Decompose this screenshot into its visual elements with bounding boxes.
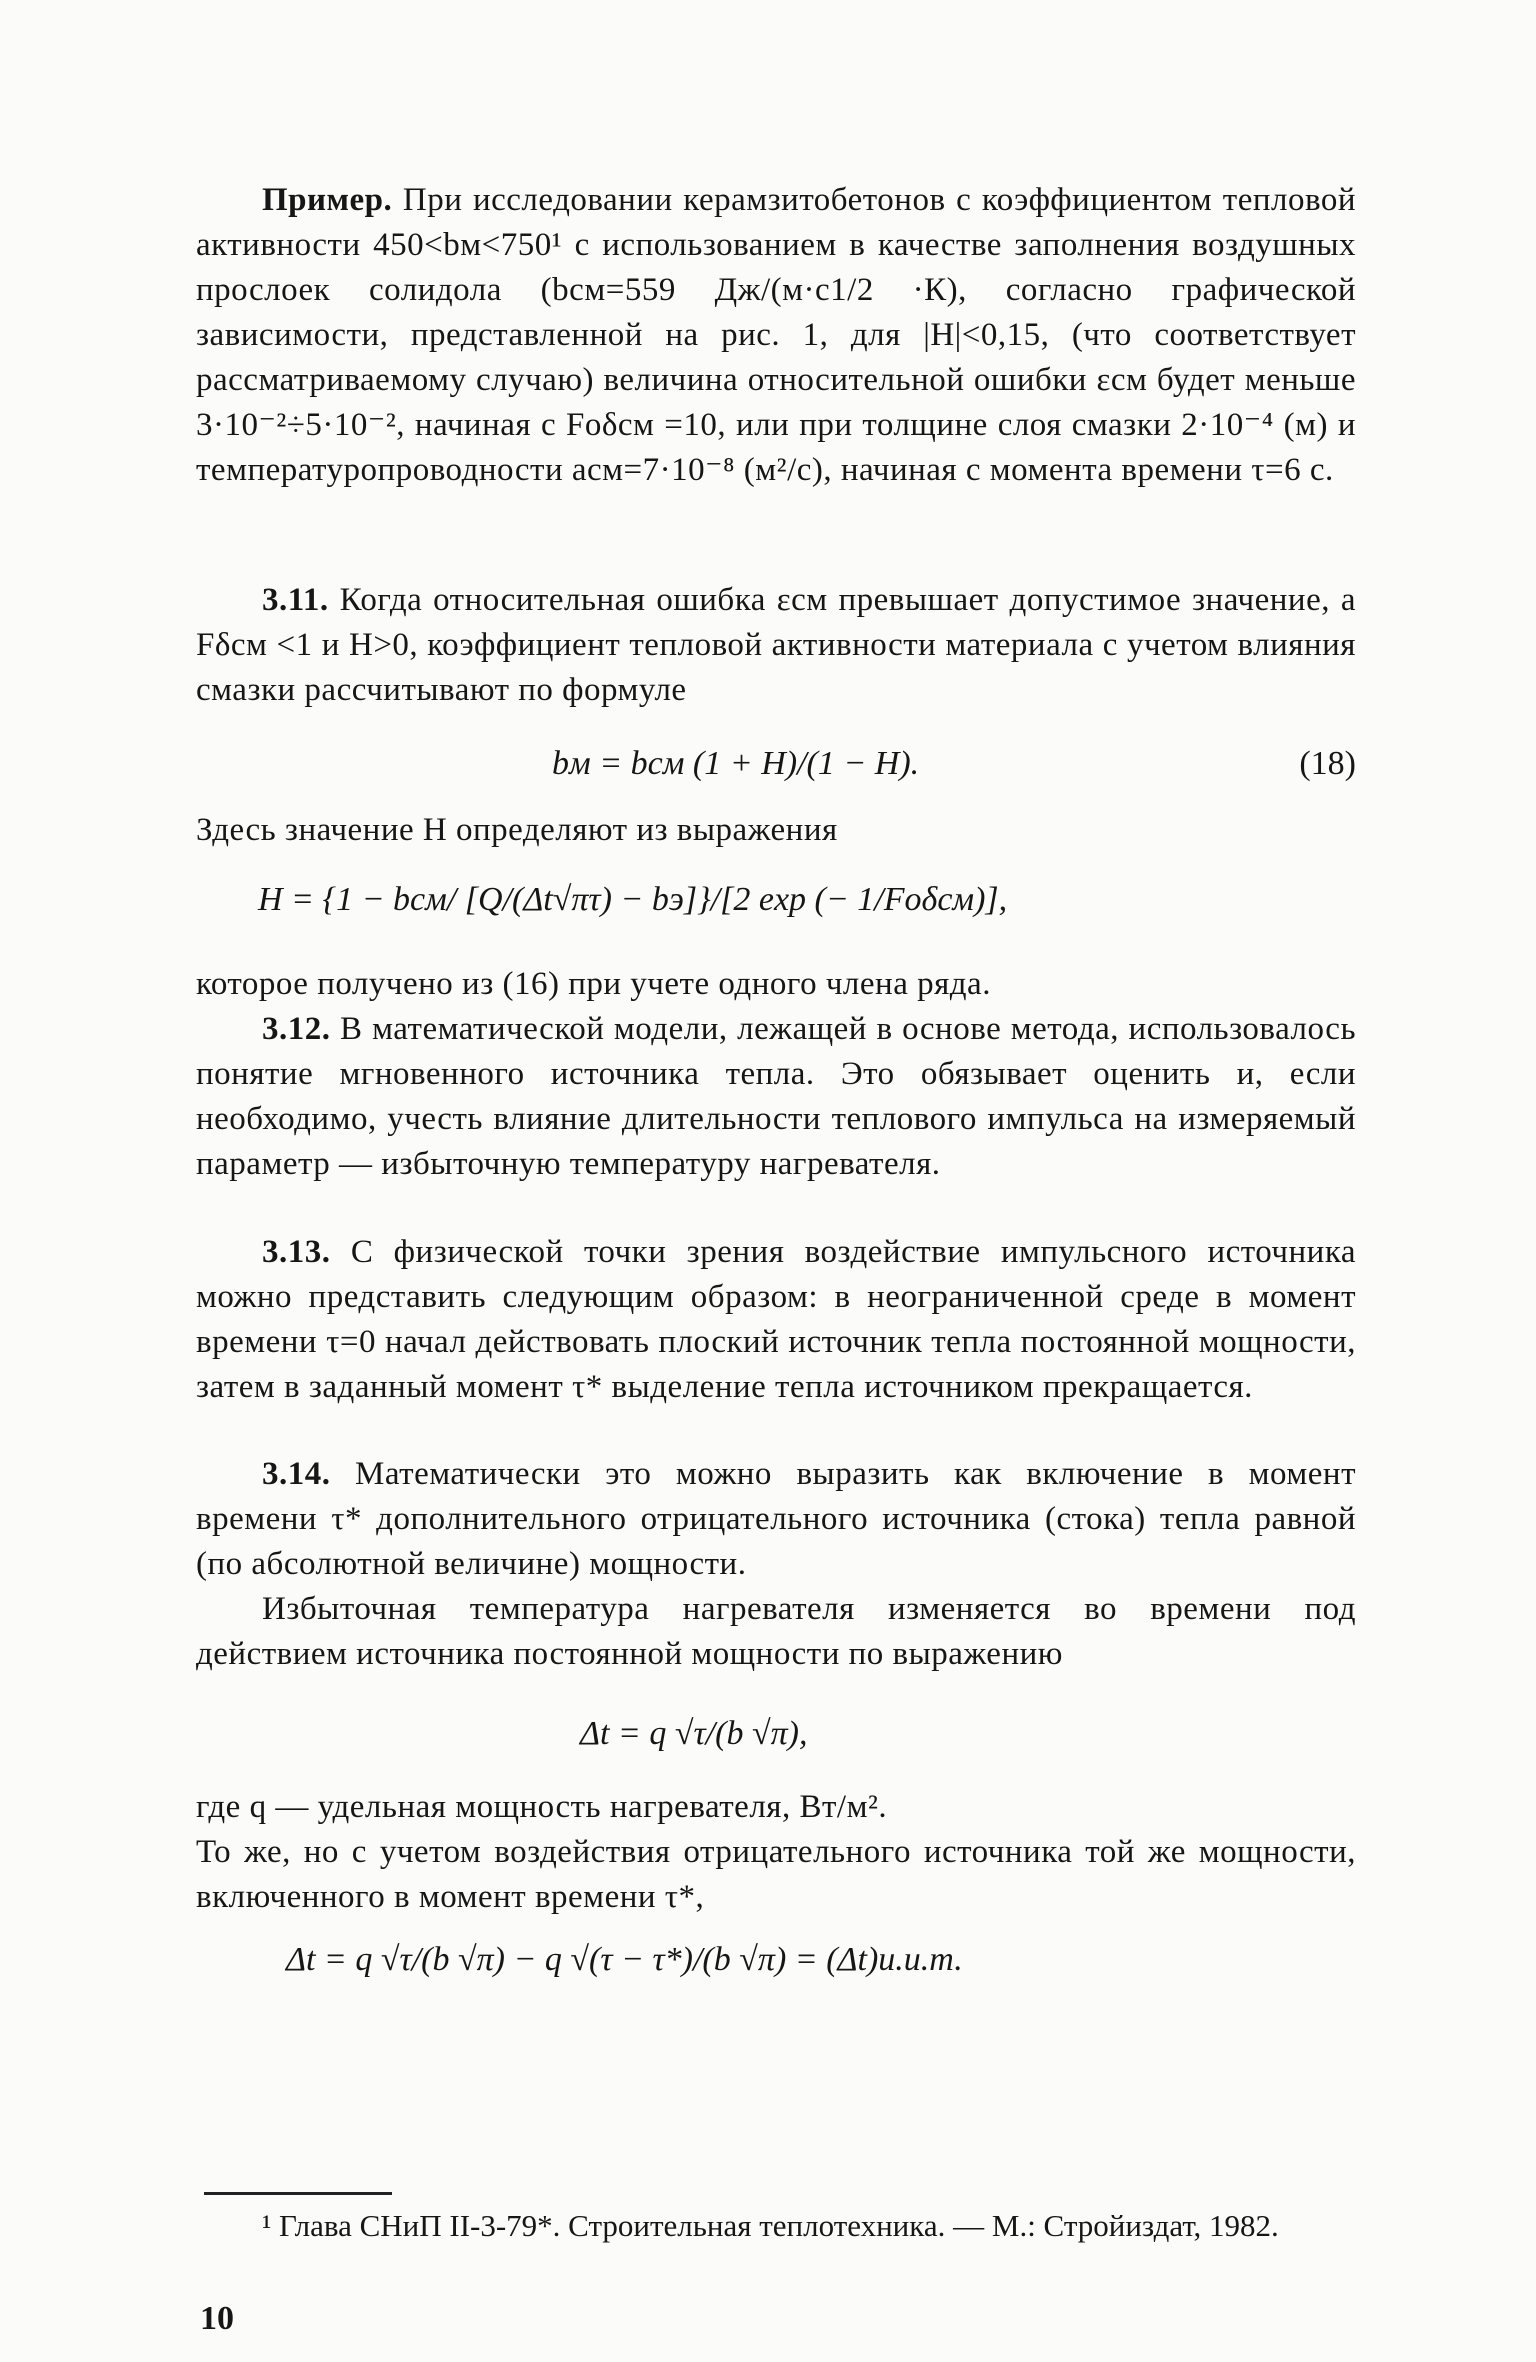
formula-H: H = {1 − bсм/ [Q/(Δt√πτ) − bэ]}/[2 exp (− 1/Foδсм)], [258, 881, 1008, 918]
obtained-text: которое получено из (16) при учете одного члена ряда. [196, 966, 991, 1002]
paragraph-3-13-label: 3.13. [262, 1234, 331, 1270]
example-label: Пример. [262, 182, 393, 218]
formula-delta-t-full: Δt = q √τ/(b √π) − q √(τ − τ*)/(b √π) = (Δt)и.и.т. [286, 1941, 963, 1978]
example-paragraph [196, 178, 1356, 493]
equation-number-18: (18) [1299, 745, 1356, 782]
paragraph-3-14-text: Математически это можно выразить как включение в момент времени τ* дополнительного отрицательного источника (стока) тепла равной (по абсолютной величине) мощности. [196, 1456, 1357, 1582]
where-q-text: где q — удельная мощность нагревателя, Вт/м². [196, 1789, 888, 1825]
paragraph-3-11-text: Когда относительная ошибка εсм превышает допустимое значение, а Fδсм <1 и H>0, коэффициент тепловой активности материала с учетом влияния смазки рассчитывают по формуле [196, 582, 1357, 708]
page-number: 10 [200, 2300, 234, 2337]
same-text: То же, но с учетом воздействия отрицательного источника той же мощности, включенного в момент времени τ*, [196, 1834, 1356, 1915]
example-text: При исследовании керамзитобетонов с коэффициентом тепловой активности 450<bм<750¹ с использованием в качестве заполнения воздушных прослоек солидола (bсм=559 Дж/(м·с1/2 ·К), согласно графической зависимости, представленной на рис. 1, для |H|<0,15, (что соответствует рассматриваемому случаю) величина относительной ошибки εсм будет меньше 3·10⁻²÷5·10⁻², начиная с Foδсм =10, или при толщине слоя смазки 2·10⁻⁴ (м) и температуропроводности aсм=7·10⁻⁸ (м²/с), начиная с момента времени τ=6 с. [196, 182, 1356, 488]
formula-18: bм = bсм (1 + H)/(1 − H). [552, 745, 920, 782]
paragraph-3-12-label: 3.12. [262, 1011, 331, 1047]
footnote-divider [204, 2192, 392, 2195]
paragraph-3-11 [196, 578, 1356, 713]
paragraph-3-11-label: 3.11. [262, 582, 329, 618]
paragraph-3-13-text: С физической точки зрения воздействие импульсного источника можно представить следующим образом: в неограниченной среде в момент времени τ=0 начал действовать плоский источник тепла постоянной мощности, затем в заданный момент τ* выделение тепла источником прекращается. [196, 1234, 1357, 1405]
formula-delta-t: Δt = q √τ/(b √π), [580, 1715, 808, 1752]
paragraph-3-13 [196, 1230, 1356, 1410]
paragraph-3-14 [196, 1452, 1356, 1587]
paragraph-3-12-text: В математической модели, лежащей в основе метода, использовалось понятие мгновенного источника тепла. Это обязывает оценить и, если необходимо, учесть влияние длительности теплового импульса на измеряемый параметр — избыточную температуру нагревателя. [196, 1011, 1356, 1182]
here-text: Здесь значение H определяют из выражения [196, 812, 838, 848]
excess-temperature-text: Избыточная температура нагревателя изменяется во времени под действием источника постоянной мощности по выражению [196, 1591, 1356, 1672]
paragraph-3-14-label: 3.14. [262, 1456, 331, 1492]
footnote: ¹ Глава СНиП II-3-79*. Строительная теплотехника. — М.: Стройиздат, 1982. [262, 2208, 1279, 2243]
paragraph-3-12 [196, 1007, 1356, 1187]
